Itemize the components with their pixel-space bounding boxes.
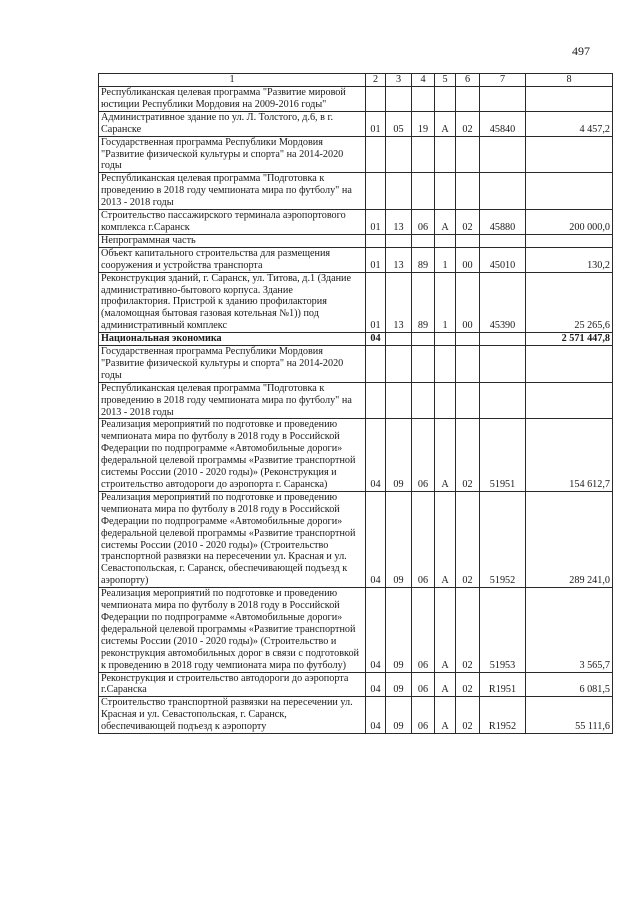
program-code-cell: 19	[412, 111, 435, 136]
activity-code-cell: 02	[456, 111, 480, 136]
table-row	[99, 136, 613, 173]
row-name-cell: Государственная программа Республики Мордовия "Развитие физической культуры и спорта" на 2014-2020 годы	[99, 346, 366, 383]
amount-cell	[526, 346, 613, 383]
section-code-cell	[366, 382, 386, 419]
table-row	[99, 111, 613, 136]
amount-cell: 4 457,2	[526, 111, 613, 136]
row-name-cell: Реконструкция и строительство автодороги до аэропорта г.Саранска	[99, 672, 366, 697]
table-row	[99, 588, 613, 672]
budget-table	[98, 73, 613, 734]
table-row	[99, 247, 613, 272]
direction-code-cell: 45390	[480, 272, 526, 333]
amount-cell: 154 612,7	[526, 419, 613, 491]
table-row	[99, 382, 613, 419]
program-code-cell	[412, 173, 435, 210]
amount-cell: 25 265,6	[526, 272, 613, 333]
column-header: 1	[99, 74, 366, 87]
direction-code-cell	[480, 333, 526, 346]
subprogram-code-cell: 1	[435, 247, 456, 272]
amount-cell: 55 111,6	[526, 697, 613, 734]
activity-code-cell: 02	[456, 697, 480, 734]
section-code-cell: 01	[366, 210, 386, 235]
page-number: 497	[572, 44, 590, 58]
direction-code-cell: R1951	[480, 672, 526, 697]
amount-cell	[526, 87, 613, 112]
activity-code-cell	[456, 173, 480, 210]
column-header: 6	[456, 74, 480, 87]
activity-code-cell: 02	[456, 419, 480, 491]
row-name-cell: Строительство транспортной развязки на пересечении ул. Красная и ул. Севастопольская, г. Саранск, обеспечивающей подъезд к аэропорту	[99, 697, 366, 734]
subsection-code-cell: 05	[386, 111, 412, 136]
program-code-cell: 06	[412, 672, 435, 697]
subprogram-code-cell: 1	[435, 272, 456, 333]
subprogram-code-cell	[435, 333, 456, 346]
activity-code-cell: 02	[456, 588, 480, 672]
program-code-cell: 89	[412, 247, 435, 272]
row-name-cell: Административное здание по ул. Л. Толстого, д.6, в г. Саранске	[99, 111, 366, 136]
row-name-cell: Республиканская целевая программа "Развитие мировой юстиции Республики Мордовия на 2009-2016 годы"	[99, 87, 366, 112]
subsection-code-cell	[386, 234, 412, 247]
subprogram-code-cell: А	[435, 588, 456, 672]
program-code-cell	[412, 87, 435, 112]
activity-code-cell: 00	[456, 247, 480, 272]
program-code-cell: 06	[412, 588, 435, 672]
table-row	[99, 333, 613, 346]
row-name-cell: Реконструкция зданий, г. Саранск, ул. Титова, д.1 (Здание административно-бытового корпуса. Здание профилактория. Пристрой к зданию профилактория (маломощная бытовая газовая котельная №1)) под административный комплекс	[99, 272, 366, 333]
subprogram-code-cell: А	[435, 491, 456, 587]
table-row	[99, 672, 613, 697]
subsection-code-cell: 13	[386, 247, 412, 272]
table-header-row	[99, 74, 613, 87]
subsection-code-cell: 09	[386, 697, 412, 734]
direction-code-cell	[480, 234, 526, 247]
section-code-cell	[366, 87, 386, 112]
section-code-cell: 04	[366, 697, 386, 734]
row-name-cell: Республиканская целевая программа "Подготовка к проведению в 2018 году чемпионата мира по футболу" на 2013 - 2018 годы	[99, 382, 366, 419]
row-name-cell: Строительство пассажирского терминала аэропортового комплекса г.Саранск	[99, 210, 366, 235]
subprogram-code-cell: А	[435, 419, 456, 491]
subsection-code-cell: 09	[386, 491, 412, 587]
subprogram-code-cell	[435, 136, 456, 173]
direction-code-cell: 51951	[480, 419, 526, 491]
direction-code-cell	[480, 136, 526, 173]
subsection-code-cell	[386, 136, 412, 173]
table-row	[99, 697, 613, 734]
subprogram-code-cell	[435, 173, 456, 210]
table-body	[99, 87, 613, 734]
subsection-code-cell: 09	[386, 419, 412, 491]
row-name-cell: Реализация мероприятий по подготовке и проведению чемпионата мира по футболу в 2018 году в Российской Федерации по подпрограмме «Автомобильные дороги» федеральной целевой программы «Развитие транспортной системы России (2010 - 2020 годы)» (Строительство и реконструкция автомобильных дорог в связи с подготовкой к проведению в 2018 году чемпионата мира по футболу)	[99, 588, 366, 672]
section-code-cell: 01	[366, 247, 386, 272]
section-code-cell: 04	[366, 333, 386, 346]
section-code-cell: 01	[366, 111, 386, 136]
activity-code-cell: 02	[456, 672, 480, 697]
row-name-cell: Реализация мероприятий по подготовке и проведению чемпионата мира по футболу в 2018 году в Российской Федерации по подпрограмме «Автомобильные дороги» федеральной целевой программы «Развитие транспортной системы России (2010 - 2020 годы)» (Строительство транспортной развязки на пересечении ул. Красная и ул. Севастопольская, г. Саранск, обеспечивающей подъезд к аэропорту)	[99, 491, 366, 587]
direction-code-cell	[480, 382, 526, 419]
column-header: 7	[480, 74, 526, 87]
amount-cell	[526, 173, 613, 210]
section-code-cell: 04	[366, 419, 386, 491]
column-header: 5	[435, 74, 456, 87]
activity-code-cell: 02	[456, 491, 480, 587]
column-header: 8	[526, 74, 613, 87]
program-code-cell: 06	[412, 419, 435, 491]
section-code-cell: 04	[366, 491, 386, 587]
section-code-cell	[366, 346, 386, 383]
section-code-cell: 01	[366, 272, 386, 333]
activity-code-cell	[456, 87, 480, 112]
amount-cell	[526, 382, 613, 419]
table-row	[99, 210, 613, 235]
table-row	[99, 419, 613, 491]
amount-cell: 6 081,5	[526, 672, 613, 697]
direction-code-cell	[480, 87, 526, 112]
amount-cell	[526, 234, 613, 247]
direction-code-cell	[480, 346, 526, 383]
direction-code-cell	[480, 173, 526, 210]
direction-code-cell: 45840	[480, 111, 526, 136]
subsection-code-cell: 09	[386, 588, 412, 672]
section-code-cell	[366, 173, 386, 210]
activity-code-cell	[456, 382, 480, 419]
program-code-cell	[412, 234, 435, 247]
amount-cell	[526, 136, 613, 173]
activity-code-cell: 00	[456, 272, 480, 333]
amount-cell: 3 565,7	[526, 588, 613, 672]
program-code-cell: 06	[412, 697, 435, 734]
program-code-cell	[412, 346, 435, 383]
subsection-code-cell: 13	[386, 210, 412, 235]
direction-code-cell: R1952	[480, 697, 526, 734]
program-code-cell: 06	[412, 491, 435, 587]
subsection-code-cell	[386, 333, 412, 346]
row-name-cell: Объект капитального строительства для размещения сооружения и устройства транспорта	[99, 247, 366, 272]
program-code-cell	[412, 382, 435, 419]
subsection-code-cell	[386, 87, 412, 112]
program-code-cell	[412, 333, 435, 346]
row-name-cell: Государственная программа Республики Мордовия "Развитие физической культуры и спорта" на 2014-2020 годы	[99, 136, 366, 173]
program-code-cell	[412, 136, 435, 173]
program-code-cell: 06	[412, 210, 435, 235]
subprogram-code-cell	[435, 382, 456, 419]
subsection-code-cell: 09	[386, 672, 412, 697]
subprogram-code-cell: А	[435, 672, 456, 697]
column-header: 4	[412, 74, 435, 87]
section-code-cell	[366, 136, 386, 173]
activity-code-cell	[456, 234, 480, 247]
table-row	[99, 234, 613, 247]
subprogram-code-cell	[435, 346, 456, 383]
section-code-cell: 04	[366, 672, 386, 697]
row-name-cell: Реализация мероприятий по подготовке и проведению чемпионата мира по футболу в 2018 году в Российской Федерации по подпрограмме «Автомобильные дороги» федеральной целевой программы «Развитие транспортной системы России (2010 - 2020 годы)» (Реконструкция и строительство автодороги до аэропорта г. Саранска)	[99, 419, 366, 491]
column-header: 3	[386, 74, 412, 87]
direction-code-cell: 51953	[480, 588, 526, 672]
row-name-cell: Непрограммная часть	[99, 234, 366, 247]
amount-cell: 130,2	[526, 247, 613, 272]
section-code-cell: 04	[366, 588, 386, 672]
amount-cell: 200 000,0	[526, 210, 613, 235]
section-code-cell	[366, 234, 386, 247]
subprogram-code-cell: А	[435, 111, 456, 136]
activity-code-cell: 02	[456, 210, 480, 235]
subsection-code-cell	[386, 346, 412, 383]
direction-code-cell: 45010	[480, 247, 526, 272]
subprogram-code-cell: А	[435, 210, 456, 235]
direction-code-cell: 45880	[480, 210, 526, 235]
subsection-code-cell	[386, 173, 412, 210]
subprogram-code-cell: А	[435, 697, 456, 734]
table-row	[99, 272, 613, 333]
subsection-code-cell	[386, 382, 412, 419]
subsection-code-cell: 13	[386, 272, 412, 333]
row-name-cell: Национальная экономика	[99, 333, 366, 346]
direction-code-cell: 51952	[480, 491, 526, 587]
table-row	[99, 346, 613, 383]
amount-cell: 2 571 447,8	[526, 333, 613, 346]
row-name-cell: Республиканская целевая программа "Подготовка к проведению в 2018 году чемпионата мира по футболу" на 2013 - 2018 годы	[99, 173, 366, 210]
table-row	[99, 173, 613, 210]
program-code-cell: 89	[412, 272, 435, 333]
activity-code-cell	[456, 333, 480, 346]
subprogram-code-cell	[435, 87, 456, 112]
amount-cell: 289 241,0	[526, 491, 613, 587]
table-row	[99, 87, 613, 112]
activity-code-cell	[456, 346, 480, 383]
table-row	[99, 491, 613, 587]
column-header: 2	[366, 74, 386, 87]
activity-code-cell	[456, 136, 480, 173]
subprogram-code-cell	[435, 234, 456, 247]
